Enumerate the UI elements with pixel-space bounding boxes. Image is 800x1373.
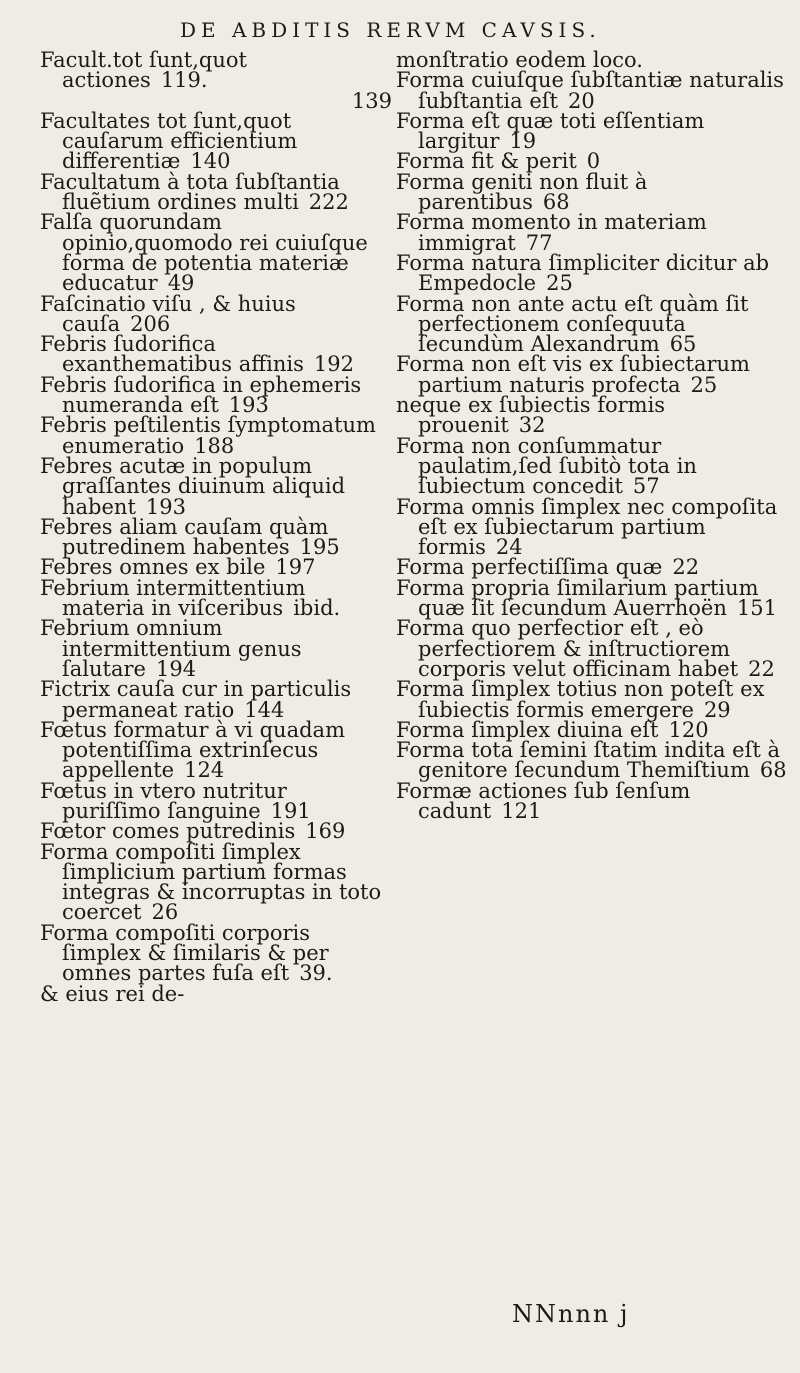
entry-text: Forma non eſt vis ex ſubiectarum partium naturis profecta: [396, 352, 750, 397]
entry-text: Febris peſtilentis ſymptomatum enumeratio: [40, 413, 376, 458]
index-entry: [40, 169, 392, 215]
entry-page-number: 169: [305, 819, 346, 844]
index-entry: [40, 575, 392, 621]
index-entry: [40, 717, 392, 783]
entry-text: Forma non ante actu eſt quàm ſit perfectionem conſequuta ſecundùm Alexandrum: [396, 291, 749, 357]
entry-page-number: 193: [145, 494, 186, 519]
index-entry: [40, 514, 392, 560]
index-entry: [396, 291, 792, 357]
entry-page-number: 197: [275, 555, 316, 580]
entry-text: Forma quo perfectior eſt , eò perfectiorem & inſtructiorem corporis velut officinam habet: [396, 616, 739, 681]
entry-text: Forma ſimplex totius non poteſt ex ſubiectis formis emergere: [396, 677, 765, 722]
entry-page-number: 26: [151, 900, 179, 925]
index-entry: [40, 291, 392, 336]
index-entry: [40, 108, 392, 174]
index-entry: [396, 433, 792, 499]
entry-page-number: 195: [299, 535, 340, 560]
index-column-right: [396, 50, 792, 821]
index-entry: [396, 494, 792, 560]
running-header: DE ABDITIS RERVM CAVSIS.: [180, 18, 601, 42]
index-entry: [40, 679, 392, 720]
index-entry: [396, 618, 792, 679]
index-entry: [396, 395, 792, 436]
entry-page-number: 0: [586, 149, 601, 174]
entry-text: Facult.tot ſunt,quot actiones: [40, 48, 247, 93]
index-entry: [40, 839, 392, 925]
entry-text: Fœtor comes putredinis: [40, 819, 296, 844]
entry-page-number: 29: [703, 697, 731, 722]
index-entry: [396, 778, 792, 823]
entry-page-number: 119.: [160, 68, 208, 93]
index-entry: [396, 50, 792, 70]
entry-text: Fœtus formatur à vi quadam potentiſſima extrinſecus appellente: [40, 717, 345, 783]
entry-page-number: 144: [244, 697, 285, 722]
entry-page-number: 22: [748, 656, 775, 681]
index-entry: [40, 555, 392, 580]
index-entry: [40, 453, 392, 519]
entry-page-number: 191: [270, 798, 311, 823]
entry-text: Forma geniti non fluit à parentibus: [396, 169, 648, 215]
entry-text: Forma momento in materiam immigrat: [396, 210, 707, 255]
entry-text: Febres omnes ex bile: [40, 555, 266, 580]
entry-text: Forma propria ſimilarium partium quæ ſit ſecundum Auerrhoën: [396, 575, 759, 621]
entry-text: & eius rei de-: [40, 981, 185, 1006]
entry-text: Febris ſudorifica in ephemeris numeranda eſt: [40, 372, 362, 418]
index-entry: [396, 679, 792, 720]
entry-text: Febres acutæ in populum graſſantes diuinum aliquid habent: [40, 453, 346, 519]
entry-page-number: 39.: [299, 961, 333, 986]
entry-page-number: 65: [669, 332, 697, 357]
entry-page-number: 22: [672, 555, 700, 580]
entry-page-number: 120: [668, 717, 709, 742]
entry-page-number: 68: [542, 190, 570, 215]
index-entry: [40, 210, 392, 296]
entry-text: Febres aliam cauſam quàm putredinem habentes: [40, 514, 329, 560]
entry-text: monſtratio eodem loco.: [396, 48, 643, 72]
entry-text: Faſcinatio viſu , & huius cauſa: [40, 291, 296, 336]
entry-text: Febrium intermittentium materia in viſceribus: [40, 575, 306, 621]
entry-page-number: ibid.: [293, 596, 341, 621]
index-entry: [40, 88, 392, 113]
entry-page-number: 139: [351, 88, 392, 113]
entry-page-number: 68: [759, 758, 787, 783]
index-entry: [396, 212, 792, 253]
index-entry: [40, 981, 392, 1006]
entry-page-number: 57: [632, 474, 660, 499]
entry-text: Facultatum à tota ſubſtantia fluẽtium ordines multi: [40, 169, 340, 215]
index-entry: [40, 372, 392, 418]
index-entry: [396, 354, 792, 395]
index-entry: [40, 778, 392, 823]
index-entry: [396, 108, 792, 154]
entry-text: Fœtus in vtero nutritur puriſſimo ſanguine: [40, 778, 287, 823]
entry-text: neque ex ſubiectis formis prouenit: [396, 393, 666, 438]
index-entry: [40, 920, 392, 986]
entry-page-number: 206: [130, 311, 171, 336]
entry-text: Forma natura ſimpliciter dicitur ab Empedocle: [396, 250, 770, 296]
signature-mark: NNnnn j: [512, 1300, 630, 1328]
entry-text: Forma fit & perit: [396, 149, 577, 174]
entry-text: Forma tota ſemini ſtatim indita eſt à genitore ſecundum Themiſtium: [396, 738, 781, 783]
entry-page-number: 32: [518, 413, 546, 438]
entry-page-number: 49: [167, 271, 195, 296]
entry-text: Forma compoſiti corporis ſimplex & ſimilaris & per omnes partes fuſa eſt: [40, 920, 329, 986]
entry-text: Forma ſimplex diuina eſt: [396, 717, 659, 742]
entry-page-number: 188: [194, 433, 235, 458]
entry-page-number: 25: [546, 271, 573, 296]
entry-text: Forma eſt quæ toti eſſentiam largitur: [396, 108, 705, 154]
entry-page-number: 121: [501, 798, 542, 823]
index-entry: [40, 618, 392, 679]
entry-text: Falſa quorundam opinio,quomodo rei cuiuſque forma de potentia materiæ educatur: [40, 210, 368, 296]
index-entry: [396, 250, 792, 296]
entry-page-number: 194: [155, 656, 197, 681]
entry-text: Forma compoſiti ſimplex ſimplicium partium formas integras & incorruptas in toto coercet: [40, 839, 382, 925]
entry-text: Febrium omnium intermittentium genus ſalutare: [40, 616, 302, 681]
entry-text: Febris ſudorifica exanthematibus affinis: [40, 332, 304, 377]
index-entry: [396, 717, 792, 742]
index-column-left: [40, 50, 392, 1004]
index-entry: [40, 334, 392, 375]
entry-page-number: 140: [190, 149, 231, 174]
index-entry: [396, 740, 792, 781]
entry-page-number: 19: [509, 129, 537, 154]
entry-page-number: 77: [525, 230, 553, 255]
index-entry: [40, 819, 392, 844]
entry-page-number: 151: [736, 596, 777, 621]
entry-text: Forma perfectiſſima quæ: [396, 555, 663, 580]
index-entry: [396, 555, 792, 580]
entry-text: Forma omnis ſimplex nec compoſita eſt ex ſubiectarum partium formis: [396, 494, 778, 560]
index-entry: [40, 50, 392, 91]
entry-page-number: 25: [690, 372, 718, 397]
entry-page-number: 24: [495, 535, 523, 560]
entry-text: Forma cuiuſque ſubſtantiæ naturalis ſubſtantia eſt: [396, 68, 784, 113]
entry-page-number: 192: [313, 352, 354, 377]
entry-page-number: 20: [568, 88, 595, 113]
entry-page-number: 124: [184, 758, 225, 783]
entry-text: Fictrix cauſa cur in particulis permaneat ratio: [40, 677, 352, 722]
index-entry: [396, 70, 792, 111]
entry-text: Formæ actiones ſub ſenſum cadunt: [396, 778, 691, 823]
entry-page-number: 193: [228, 393, 269, 418]
index-entry: [40, 415, 392, 456]
index-entry: [396, 149, 792, 174]
index-entry: [396, 575, 792, 621]
entry-text: Forma non conſummatur paulatim,ſed ſubitò tota in ſubiectum concedit: [396, 433, 697, 499]
index-entry: [396, 169, 792, 215]
entry-text: Facultates tot ſunt,quot cauſarum efficientium differentiæ: [40, 108, 298, 174]
entry-page-number: 222: [308, 190, 349, 215]
